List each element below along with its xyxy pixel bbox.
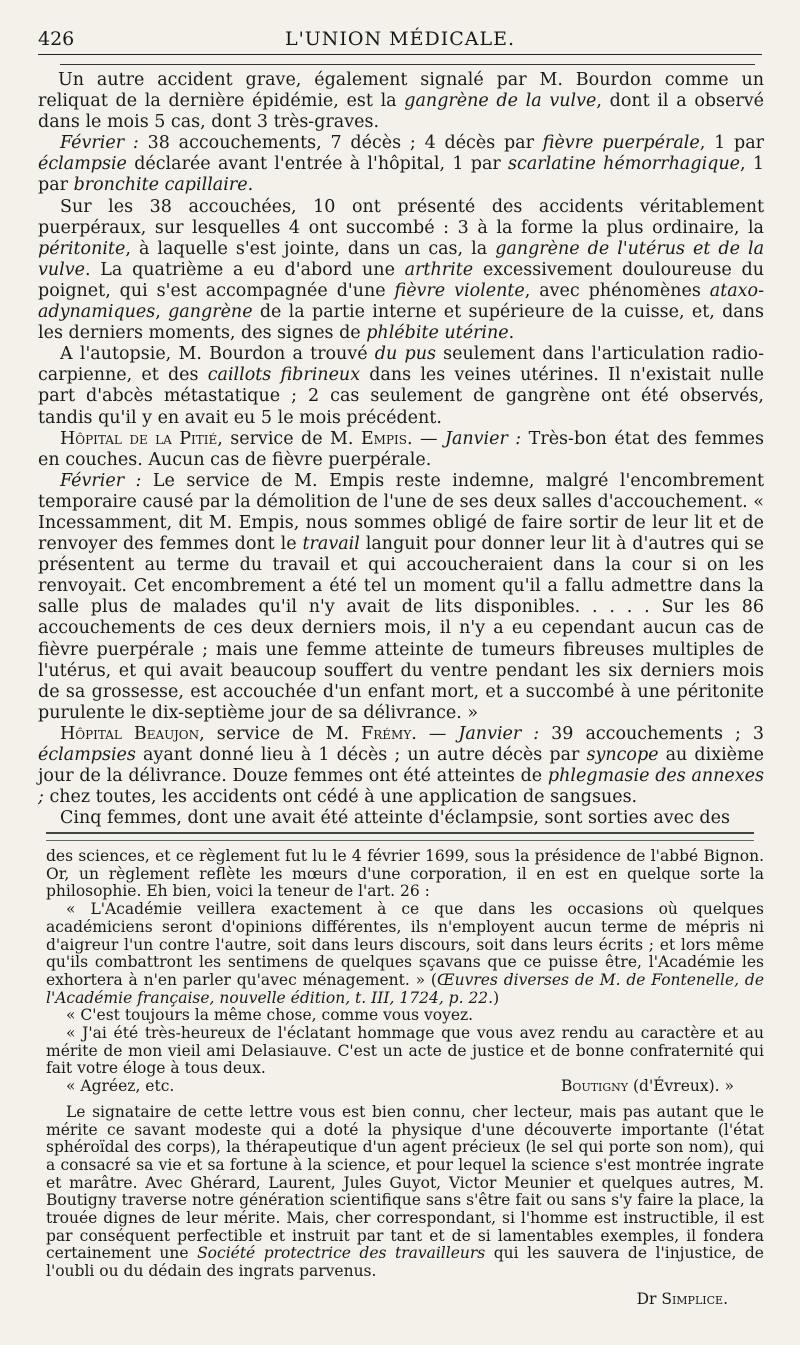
note-paragraph: « J'ai été très-heureux de l'éclatant hommage que vous avez rendu au caractère et au mérite de mon vieil ami Delasiauve. C'est un acte de justice et de bonne confraternité qui fait votre éloge à tous deux. <box>46 1024 764 1078</box>
paragraph: A l'autopsie, M. Bourdon a trouvé du pus seulement dans l'articulation radio-carpienne, et des caillots fibrineux dans les veines utérines. Il n'existait nulle part d'abcès métastatique ; 2 cas seulement de gangrène ont été observés, tandis qu'il y en avait eu 5 le mois précédent. <box>38 344 764 428</box>
paragraph: Hôpital Beaujon, service de M. Frémy. — Janvier : 39 accouchements ; 3 éclampsies ayant donné lieu à 1 décès ; un autre décès par syncope au dixième jour de la délivrance. Douze femmes ont été atteintes de phlegmasie des annexes ; chez toutes, les accidents ont cédé à une application de sangsues. <box>38 723 764 808</box>
paragraph: Sur les 38 accouchées, 10 ont présenté des accidents véritablement puerpéraux, sur lesquelles 4 ont succombé : 3 à la forme la plus ordinaire, la péritonite, à laquelle s'est jointe, dans un cas, la gangrène de l'utérus et de la vulve. La quatrième a eu d'abord une arthrite excessivement douloureuse du poignet, qui s'est accompagnée d'une fièvre violente, avec phénomènes ataxo-adynamiques, gangrène de la partie interne et supérieure de la cuisse, et, dans les derniers moments, des signes de phlébite utérine. <box>38 196 764 344</box>
paragraph: Cinq femmes, dont une avait été atteinte d'éclampsie, sont sorties avec des <box>60 808 730 829</box>
note-paragraph: des sciences, et ce règlement fut lu le 4 février 1699, sous la présidence de l'abbé Bignon. Or, un règlement reflète les mœurs d'une corporation, il en est en quelque sorte la philosophie. Eh bien, voici la teneur de l'art. 26 : <box>46 847 764 901</box>
header-rule <box>60 64 755 65</box>
page-header <box>38 28 762 55</box>
feuilleton-text <box>46 848 764 1309</box>
letter-signoff <box>46 1078 764 1096</box>
note-paragraph: Le signataire de cette lettre vous est bien connu, cher lecteur, mais pas autant que le mérite ce savant modeste qui a doté la physique d'une découverte importante (l'état sphéroïdal des corps), la thérapeutique d'un agent précieux (le sel qui porte son nom), qui a consacré sa vie et sa fortune à la science, et pour lequel la science s'est montrée ingrate et marâtre. Avec Ghérard, Laurent, Jules Guyot, Victor Meunier et quelques autres, M. Boutigny traverse notre génération scientifique sans s'être fait ou sans s'y faire la place, la trouée dignes de leur mérite. Mais, cher correspondant, si l'homme est instructible, il est par conséquent perfectible et instruit par tant et de si lamentables exemples, il fondera certainement une Société protectrice des travailleurs qui les sauvera de l'injustice, de l'oubli ou du dédain des ingrats parvenus. <box>46 1102 764 1281</box>
paragraph: Février : Le service de M. Empis reste indemne, malgré l'encombrement temporaire causé par la démolition de l'une de ses deux salles d'accouchement. « Incessamment, dit M. Empis, nous sommes obligé de faire sortir de leur lit et de renvoyer des femmes dont le travail languit pour donner leur lit à d'autres qui se présentent au terme du travail et qui accoucheraient dans la cour si on les renvoyait. Cet encombrement a été tel un moment qu'il a fallu admettre dans la salle plus de malades qu'il n'y avait de lits disponibles. . . . . Sur les 86 accouchements de ces deux derniers mois, il n'y a eu cependant aucun cas de fièvre puerpérale ; mais une femme atteinte de tumeurs fibreuses multiples de l'utérus, et qui avait beaucoup souffert du ventre pendant les six derniers mois de sa grossesse, est accouchée d'un enfant mort, et a succombé à une péritonite purulente le dix-septième jour de sa délivrance. » <box>38 470 764 723</box>
letter-signature: Boutigny (d'Évreux). » <box>561 1077 734 1096</box>
author-signature: Dr Simplice. <box>636 1289 728 1308</box>
note-paragraph: « C'est toujours la même chose, comme vous voyez. <box>66 1006 474 1025</box>
paragraph: Février : 38 accouchements, 7 décès ; 4 décès par fièvre puerpérale, 1 par éclampsie déclarée avant l'entrée à l'hôpital, 1 par scarlatine hémorrhagique, 1 par bronchite capillaire. <box>38 133 764 196</box>
page-number: 426 <box>38 28 75 50</box>
note-paragraph: « L'Académie veillera exactement à ce que dans les occasions où quelques académiciens seront d'opinions différentes, ils n'employent aucun terme de mépris ni d'aigreur l'un contre l'autre, soit dans leurs discours, soit dans leurs écrits ; et lors même qu'ils combattront les sentimens de quelques sçavans que ce puisse être, l'Académie les exhortera à n'en parler qu'avec ménagement. » (Œuvres diverses de M. de Fontenelle, de l'Académie française, nouvelle édition, t. III, 1724, p. 22.) <box>46 900 764 1007</box>
footnote-separator <box>46 832 754 841</box>
main-text <box>38 70 764 829</box>
paragraph: Hôpital de la Pitié, service de M. Empis. — Janvier : Très-bon état des femmes en couches. Aucun cas de fièvre puerpérale. <box>38 428 764 470</box>
closing-formula: « Agréez, etc. <box>66 1077 175 1096</box>
running-head: L'UNION MÉDICALE. <box>284 28 516 50</box>
paragraph: Un autre accident grave, également signalé par M. Bourdon comme un reliquat de la dernière épidémie, est la gangrène de la vulve, dont il a observé dans le mois 5 cas, dont 3 très-graves. <box>38 70 765 133</box>
